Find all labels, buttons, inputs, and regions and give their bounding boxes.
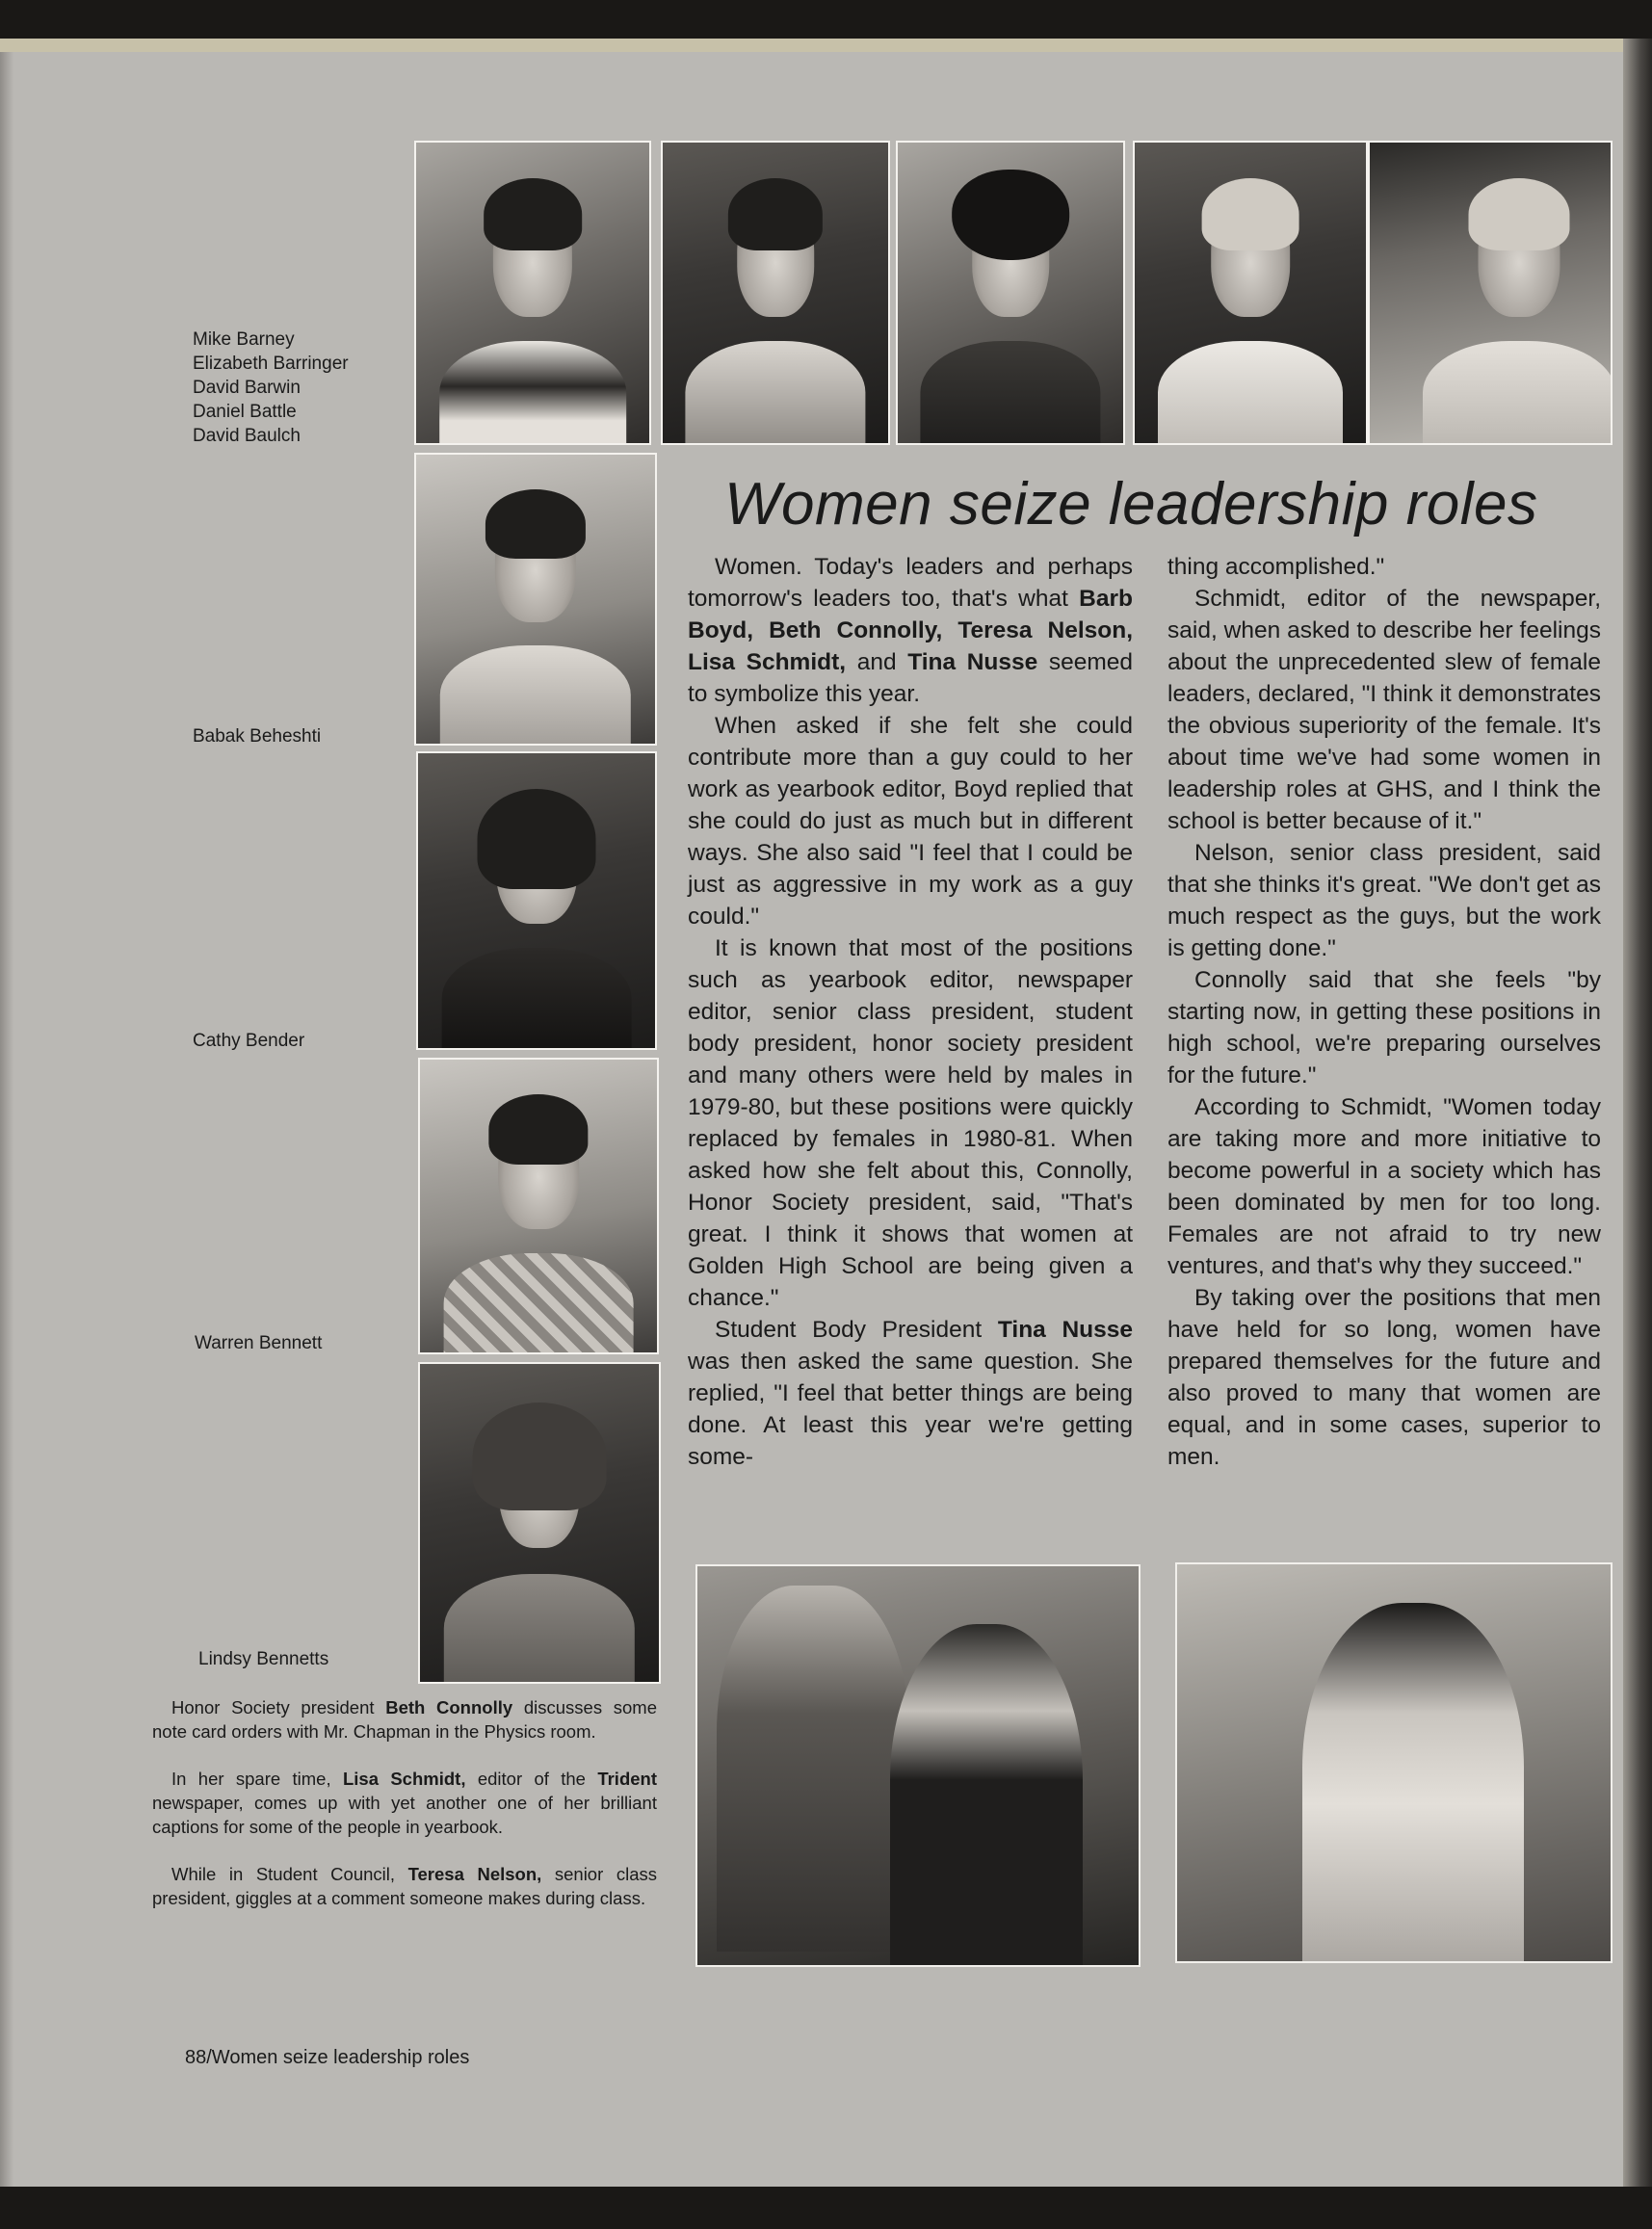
paragraph: By taking over the positions that men have held for so long, women have prepared themselves for the future and also proved to many that women are equal, and in some cases, superior to men.	[1167, 1285, 1601, 1470]
portrait-elizabeth-barringer	[661, 141, 890, 445]
paragraph: Women. Today's leaders and perhaps tomorrow's leaders too, that's what Barb Boyd, Beth Connolly, Teresa Nelson, Lisa Schmidt, and Tina Nusse seemed to symbolize this year.	[688, 554, 1134, 707]
article-headline: Women seize leadership roles	[724, 471, 1538, 538]
portrait-david-baulch	[1368, 141, 1613, 445]
name-david-barwin: David Barwin	[193, 378, 301, 398]
page-gutter-shadow	[0, 52, 13, 2187]
page-folio: 88/Women seize leadership roles	[185, 2047, 470, 2068]
paragraph: According to Schmidt, "Women today are taking more and more initiative to become powerful in a society which has been dominated by men for too long. Females are not afraid to try new ventures, and that's why they succeed."	[1167, 1094, 1601, 1279]
name-warren-bennett: Warren Bennett	[195, 1333, 323, 1353]
paragraph: Nelson, senior class president, said that she thinks it's great. "We don't get as much respect as the guys, but the work is getting done."	[1167, 840, 1601, 961]
portrait-daniel-battle	[1133, 141, 1368, 445]
name-david-baulch: David Baulch	[193, 426, 301, 446]
photo-lisa-schmidt	[1175, 1562, 1613, 1963]
portrait-mike-barney	[414, 141, 651, 445]
paragraph: Student Body President Tina Nusse was then asked the same question. She replied, "I feel that better things are being done. At least this year we're getting some-	[688, 1317, 1133, 1470]
paragraph: When asked if she felt she could contribute more than a guy could to her work as yearbook editor, Boyd replied that she could do just as much but in different ways. She also said "I feel that I could be just as aggressive in my work as a guy could."	[688, 713, 1133, 930]
portrait-babak-beheshti	[414, 453, 657, 746]
paragraph: Connolly said that she feels "by starting now, in getting these positions in high school, we're preparing ourselves for the future."	[1167, 967, 1601, 1088]
name-babak-beheshti: Babak Beheshti	[193, 726, 322, 747]
photo-captions	[152, 1695, 657, 1933]
page-edge	[0, 39, 1652, 52]
name-mike-barney: Mike Barney	[193, 329, 295, 350]
caption-schmidt: In her spare time, Lisa Schmidt, editor of the Trident newspaper, comes up with yet another one of her brilliant captions for some of the people in yearbook.	[152, 1769, 657, 1837]
portrait-lindsy-bennetts	[418, 1362, 661, 1684]
caption-nelson: While in Student Council, Teresa Nelson, senior class president, giggles at a comment someone makes during class.	[152, 1864, 657, 1908]
name-lindsy-bennetts: Lindsy Bennetts	[198, 1649, 329, 1669]
article-column-left	[688, 551, 1133, 1473]
book-binding	[1623, 39, 1652, 2187]
name-cathy-bender: Cathy Bender	[193, 1031, 305, 1051]
paragraph: Schmidt, editor of the newspaper, said, when asked to describe her feelings about the unprecedented slew of female leaders, declared, "I think it demonstrates the obvious superiority of the female. It's about time we've had some women in leadership roles at GHS, and I think the school is better because of it."	[1167, 586, 1601, 834]
portrait-david-barwin	[896, 141, 1125, 445]
paragraph: It is known that most of the positions such as yearbook editor, newspaper editor, senior class president, student body president, honor society president and many others were held by males in 1979-80, but these positions were quickly replaced by females in 1980-81. When asked how she felt about this, Connolly, Honor Society president, said, "That's great. I think it shows that women at Golden High School are being given a chance."	[688, 935, 1133, 1311]
portrait-cathy-bender	[416, 751, 657, 1050]
portrait-warren-bennett	[418, 1058, 659, 1354]
article-column-right	[1167, 551, 1601, 1473]
caption-connolly: Honor Society president Beth Connolly discusses some note card orders with Mr. Chapman in the Physics room.	[152, 1697, 657, 1742]
portrait-name-list	[193, 328, 349, 448]
name-daniel-battle: Daniel Battle	[193, 402, 297, 422]
photo-connolly-chapman	[695, 1564, 1141, 1967]
paragraph: thing accomplished."	[1167, 554, 1385, 580]
name-elizabeth-barringer: Elizabeth Barringer	[193, 354, 349, 374]
